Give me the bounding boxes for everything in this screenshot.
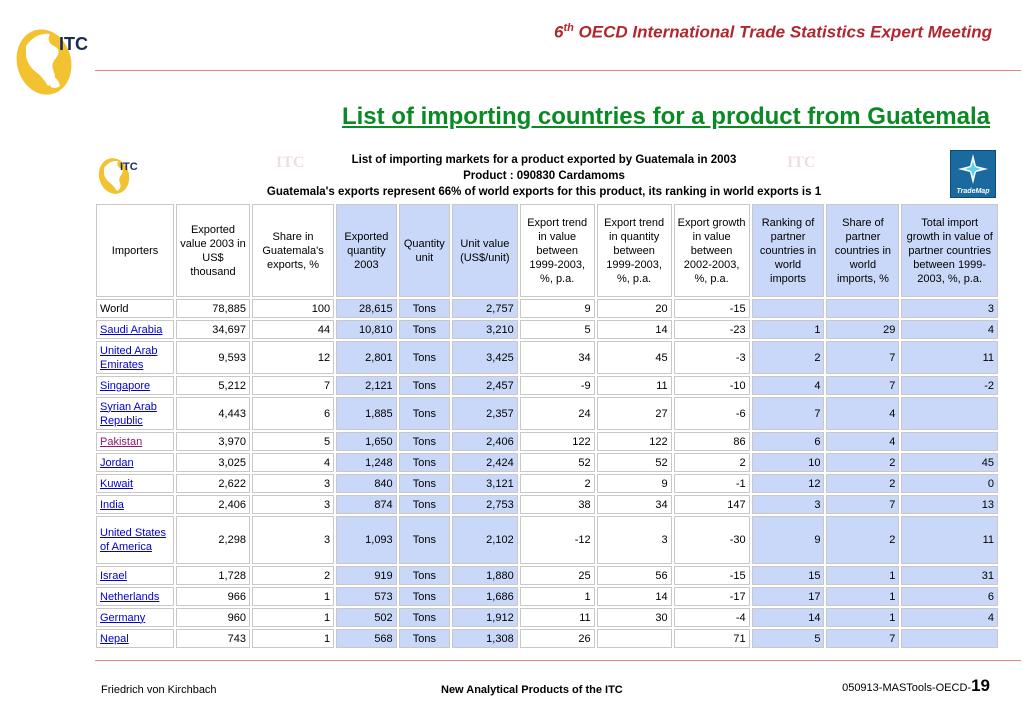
table-row [96, 629, 998, 648]
country-cell [96, 474, 174, 493]
table-cell: 122 [597, 432, 672, 451]
table-cell: 840 [336, 474, 397, 493]
table-cell: Tons [399, 432, 450, 451]
table-cell: 3 [752, 495, 825, 514]
table-cell: 960 [176, 608, 250, 627]
table-cell: 2 [826, 474, 899, 493]
table-cell: -10 [674, 376, 750, 395]
table-cell: 9,593 [176, 341, 250, 374]
table-cell: 573 [336, 587, 397, 606]
table-cell: 5 [752, 629, 825, 648]
table-cell: 12 [752, 474, 825, 493]
table-cell: 1 [520, 587, 595, 606]
table-row [96, 376, 998, 395]
table-header-row [96, 204, 998, 297]
table-cell: 2,622 [176, 474, 250, 493]
column-header[interactable]: Exported value 2003 in US$ thousand [176, 204, 250, 297]
country-cell [96, 587, 174, 606]
table-cell: 2,357 [452, 397, 518, 430]
table-cell: 11 [597, 376, 672, 395]
table-cell: 86 [674, 432, 750, 451]
slide-title: List of importing countries for a product from Guatemala [341, 103, 990, 130]
itc-logo [12, 20, 94, 100]
table-cell: 12 [252, 341, 334, 374]
table-cell: 4 [901, 320, 998, 339]
table-cell: 31 [901, 566, 998, 585]
table-cell: Tons [399, 516, 450, 564]
table-cell: 27 [597, 397, 672, 430]
table-cell: 2,757 [452, 299, 518, 318]
footer-author: Friedrich von Kirchbach [101, 684, 217, 696]
column-header[interactable]: Unit value (US$/unit) [452, 204, 518, 297]
table-cell: 17 [752, 587, 825, 606]
country-cell [96, 453, 174, 472]
table-cell: 14 [597, 320, 672, 339]
table-cell: 3 [252, 495, 334, 514]
table-cell: 34 [597, 495, 672, 514]
svg-text:ITC: ITC [120, 161, 138, 173]
table-cell: -12 [520, 516, 595, 564]
table-cell: 15 [752, 566, 825, 585]
table-cell: -3 [674, 341, 750, 374]
table-cell: 1 [826, 608, 899, 627]
table-cell: 38 [520, 495, 595, 514]
country-cell [96, 516, 174, 564]
country-link[interactable]: Israel [100, 569, 127, 582]
table-cell: 122 [520, 432, 595, 451]
table-cell: 2,406 [452, 432, 518, 451]
table-cell [826, 299, 899, 318]
table-cell: 2,801 [336, 341, 397, 374]
table-cell: 966 [176, 587, 250, 606]
table-row [96, 566, 998, 585]
star-icon [951, 151, 995, 187]
table-cell: 502 [336, 608, 397, 627]
country-link[interactable]: Jordan [100, 456, 134, 469]
table-cell: 919 [336, 566, 397, 585]
table-cell: 1 [826, 587, 899, 606]
table-cell: Tons [399, 341, 450, 374]
table-cell: Tons [399, 629, 450, 648]
table-cell: Tons [399, 608, 450, 627]
globe-small-icon [94, 150, 144, 196]
table-cell: 2,753 [452, 495, 518, 514]
table-cell: 2 [826, 453, 899, 472]
svg-text:ITC: ITC [59, 34, 88, 54]
table-cell: 28,615 [336, 299, 397, 318]
country-cell [96, 608, 174, 627]
table-cell: 4 [901, 608, 998, 627]
table-row [96, 516, 998, 564]
table-cell: 147 [674, 495, 750, 514]
column-header[interactable]: Export growth in value between 2002-2003, %, p.a. [674, 204, 750, 297]
table-cell: 45 [597, 341, 672, 374]
table-cell: 34 [520, 341, 595, 374]
table-cell: 5,212 [176, 376, 250, 395]
table-cell: -30 [674, 516, 750, 564]
country-link[interactable]: Netherlands [100, 590, 160, 603]
table-cell: -1 [674, 474, 750, 493]
table-cell: 100 [252, 299, 334, 318]
country-cell [96, 397, 174, 430]
table-cell: 52 [597, 453, 672, 472]
table-cell: 2,121 [336, 376, 397, 395]
table-cell [901, 432, 998, 451]
table-cell: 2,457 [452, 376, 518, 395]
table-cell: 9 [597, 474, 672, 493]
table-cell: 2,102 [452, 516, 518, 564]
footer-title: New Analytical Products of the ITC [441, 684, 623, 696]
footer-page: 050913-MASTools-OECD-19 [842, 676, 990, 695]
country-cell [96, 341, 174, 374]
table-cell: 1,248 [336, 453, 397, 472]
table-cell: 3,970 [176, 432, 250, 451]
table-cell: 1,880 [452, 566, 518, 585]
table-cell: 3 [901, 299, 998, 318]
country-link[interactable]: India [100, 498, 124, 511]
table-cell: 2 [674, 453, 750, 472]
table-row [96, 397, 998, 430]
table-cell: 0 [901, 474, 998, 493]
table-cell: -15 [674, 566, 750, 585]
table-cell: Tons [399, 397, 450, 430]
table-cell [597, 629, 672, 648]
table-cell: 45 [901, 453, 998, 472]
table-cell: Tons [399, 587, 450, 606]
table-cell: 6 [252, 397, 334, 430]
table-cell: 3,025 [176, 453, 250, 472]
table-cell: 3,121 [452, 474, 518, 493]
country-link[interactable]: Germany [100, 611, 146, 624]
header-line-3: Guatemala's exports represent 66% of world exports for this product, its ranking in world exports is 1 [266, 186, 822, 198]
table-cell: 14 [597, 587, 672, 606]
country-link[interactable]: United Arab Emirates [100, 344, 158, 371]
country-cell [96, 566, 174, 585]
table-cell: 11 [901, 341, 998, 374]
country-link[interactable]: Pakistan [100, 435, 143, 448]
country-link[interactable]: Singapore [100, 379, 151, 392]
table-cell: 2,298 [176, 516, 250, 564]
table-cell: 2 [826, 516, 899, 564]
table-cell: 26 [520, 629, 595, 648]
table-cell: 25 [520, 566, 595, 585]
column-header[interactable]: Importers [96, 204, 174, 297]
table-cell: 14 [752, 608, 825, 627]
table-row [96, 341, 998, 374]
table-row [96, 299, 998, 318]
watermark: ITC [787, 154, 816, 171]
table-cell: 1,308 [452, 629, 518, 648]
table-cell [901, 629, 998, 648]
table-cell: 24 [520, 397, 595, 430]
table-cell: Tons [399, 299, 450, 318]
column-header[interactable]: Quantity unit [399, 204, 450, 297]
table-cell: 2 [520, 474, 595, 493]
column-header[interactable]: Ranking of partner countries in world imports [752, 204, 825, 297]
table-cell: 11 [520, 608, 595, 627]
table-cell: 56 [597, 566, 672, 585]
table-cell: 71 [674, 629, 750, 648]
table-cell: 52 [520, 453, 595, 472]
table-cell: 13 [901, 495, 998, 514]
itc-small-logo [94, 150, 144, 196]
top-divider [95, 70, 1021, 71]
table-cell: 34,697 [176, 320, 250, 339]
table-cell: 7 [826, 376, 899, 395]
table-cell: 7 [826, 495, 899, 514]
table-cell: 10 [752, 453, 825, 472]
globe-logo-icon [12, 20, 94, 100]
table-cell: 7 [252, 376, 334, 395]
column-header[interactable]: Export trend in quantity between 1999-2003, %, p.a. [597, 204, 672, 297]
table-cell: 6 [752, 432, 825, 451]
table-cell: 3,425 [452, 341, 518, 374]
screenshot-header [244, 152, 844, 200]
table-cell: 4 [252, 453, 334, 472]
trademap-screenshot [94, 146, 1002, 650]
table-cell: 874 [336, 495, 397, 514]
table-cell: 1,912 [452, 608, 518, 627]
table-cell: 4,443 [176, 397, 250, 430]
table-cell: 4 [826, 397, 899, 430]
column-header[interactable]: Exported quantity 2003 [336, 204, 397, 297]
table-cell [752, 299, 825, 318]
table-cell: 9 [752, 516, 825, 564]
table-cell: Tons [399, 453, 450, 472]
table-cell: 1 [252, 608, 334, 627]
table-cell: 1,728 [176, 566, 250, 585]
column-header[interactable]: Export trend in value between 1999-2003, %, p.a. [520, 204, 595, 297]
country-link[interactable]: Syrian Arab Republic [100, 400, 157, 427]
table-cell: 2 [752, 341, 825, 374]
table-cell: 1 [252, 629, 334, 648]
table-cell: 9 [520, 299, 595, 318]
country-link[interactable]: United States of America [100, 527, 167, 553]
country-link[interactable]: Kuwait [100, 477, 134, 490]
table-cell: Tons [399, 474, 450, 493]
table-cell: 20 [597, 299, 672, 318]
table-cell: 1,686 [452, 587, 518, 606]
country-cell [96, 376, 174, 395]
country-link[interactable]: Nepal [100, 632, 129, 645]
table-cell: 2 [252, 566, 334, 585]
table-cell: 29 [826, 320, 899, 339]
table-cell: -2 [901, 376, 998, 395]
table-row [96, 495, 998, 514]
table-cell: -4 [674, 608, 750, 627]
trademap-logo[interactable] [950, 150, 996, 198]
country-cell: World [96, 299, 174, 318]
table-cell: -15 [674, 299, 750, 318]
header-line-1: List of importing markets for a product exported by Guatemala in 2003 [351, 154, 737, 166]
table-cell: Tons [399, 495, 450, 514]
table-row [96, 432, 998, 451]
table-row [96, 608, 998, 627]
table-cell: Tons [399, 566, 450, 585]
table-cell: 3 [252, 474, 334, 493]
table-cell: 6 [901, 587, 998, 606]
table-cell: 4 [826, 432, 899, 451]
bottom-divider [95, 660, 1021, 661]
watermark: ITC [276, 154, 305, 171]
importers-table [94, 202, 1000, 650]
table-row [96, 474, 998, 493]
column-header[interactable]: Share of partner countries in world imports, % [826, 204, 899, 297]
table-cell: 568 [336, 629, 397, 648]
table-cell: 1 [252, 587, 334, 606]
country-cell [96, 432, 174, 451]
table-cell: 4 [752, 376, 825, 395]
table-cell: -9 [520, 376, 595, 395]
table-cell: 2,406 [176, 495, 250, 514]
country-cell [96, 320, 174, 339]
table-cell: 5 [520, 320, 595, 339]
table-cell: 44 [252, 320, 334, 339]
table-cell [901, 397, 998, 430]
table-cell: 30 [597, 608, 672, 627]
table-cell: 1,093 [336, 516, 397, 564]
table-cell: 78,885 [176, 299, 250, 318]
table-cell: -17 [674, 587, 750, 606]
country-cell [96, 629, 174, 648]
column-header[interactable]: Total import growth in value of partner countries between 1999-2003, %, p.a. [901, 204, 998, 297]
table-cell: Tons [399, 376, 450, 395]
table-cell: 7 [826, 341, 899, 374]
meeting-title: 6th OECD International Trade Statistics Expert Meeting [553, 22, 992, 42]
table-cell: 2,424 [452, 453, 518, 472]
table-cell: 11 [901, 516, 998, 564]
table-cell: 3 [597, 516, 672, 564]
table-cell: 1,650 [336, 432, 397, 451]
table-cell: -6 [674, 397, 750, 430]
trademap-label: TradeMap [956, 188, 990, 195]
table-cell: 7 [826, 629, 899, 648]
table-cell: Tons [399, 320, 450, 339]
table-cell: 3,210 [452, 320, 518, 339]
column-header[interactable]: Share in Guatemala's exports, % [252, 204, 334, 297]
table-cell: 7 [752, 397, 825, 430]
table-cell: 5 [252, 432, 334, 451]
country-cell [96, 495, 174, 514]
header-line-2: Product : 090830 Cardamoms [463, 170, 625, 182]
table-cell: 743 [176, 629, 250, 648]
table-cell: 1 [826, 566, 899, 585]
country-link[interactable]: Saudi Arabia [100, 323, 163, 336]
table-row [96, 453, 998, 472]
table-cell: -23 [674, 320, 750, 339]
table-cell: 1,885 [336, 397, 397, 430]
table-cell: 3 [252, 516, 334, 564]
table-cell: 10,810 [336, 320, 397, 339]
table-row [96, 587, 998, 606]
table-row [96, 320, 998, 339]
table-cell: 1 [752, 320, 825, 339]
